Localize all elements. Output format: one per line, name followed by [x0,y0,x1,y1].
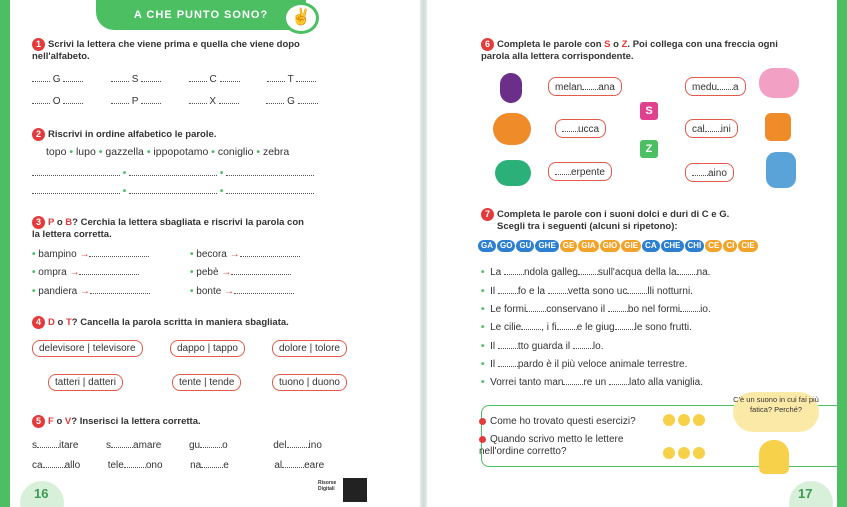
sentence: • Le cilie , i fi e le giug le sono frutti. [481,322,692,333]
syllable-pill: GA [478,240,496,252]
word: zebra [262,146,290,158]
word-list: topo • lupo • gazzella • ippopotamo • coniglio • zebra [46,146,290,158]
word-box [548,162,612,181]
ex3-item: • becora → [190,247,300,260]
text-part: Il [490,286,498,297]
wrong-word: bampino [38,249,77,260]
word-part: cal [692,124,705,135]
review-text: Quando scrivo metto le lettere nell'ordine corretto? [479,434,624,457]
sad-face-icon[interactable] [693,414,705,426]
ex3-item: • pandiera → [32,284,150,297]
mascot-character [759,440,789,474]
letter-s-tile[interactable]: S [640,102,658,120]
text-part: lo. [592,341,604,352]
syllable-pill: GIO [600,240,621,252]
word-part: ca [32,460,43,471]
word-pair-box[interactable]: dappo | tappo [170,340,245,357]
syllable-pills [478,240,759,252]
word-box [685,163,734,182]
word-part: amare [133,440,162,451]
thumbs-up-icon: ✌ [283,2,319,34]
page-left [0,0,420,507]
exercise-5-question [32,415,201,428]
syllable-pill: CHE [661,240,684,252]
connector: o [56,416,63,428]
word-part: ana [598,82,615,93]
text-part: Il [490,359,498,370]
letter: P [131,96,139,107]
word-part: eare [304,460,325,471]
text-part: tto guarda il [517,341,573,352]
word-part: ini [720,124,731,135]
green-edge-left [0,0,10,507]
exercise-1-question [32,38,322,63]
exercise-number: 5 [32,415,45,428]
text-part: sull'acqua della la [597,267,677,278]
word-part: erpente [571,167,605,178]
syllable-pill: CHI [685,240,705,252]
word-pair-box[interactable]: tatteri | datteri [48,374,123,391]
exercise-number: 3 [32,216,45,229]
wrong-word: pebè [196,267,219,278]
ex3-item: • bampino → [32,247,149,260]
text-part: Il [490,341,498,352]
letter: O [52,96,61,107]
word-box [685,119,738,138]
word-part: ono [145,460,163,471]
ex5-row-2 [32,458,324,471]
word-pair-box[interactable]: dolore | tolore [272,340,347,357]
letter-b: B [65,217,73,229]
connector: o [610,39,622,51]
banner-title: A CHE PUNTO SONO? [96,0,306,30]
syllable-pill: GIE [621,240,641,252]
connector: o [57,317,64,329]
letter: X [209,96,216,107]
ex3-item: • bonte → [190,284,294,297]
neutral-face-icon[interactable] [678,447,690,459]
exercise-number: 6 [481,38,494,51]
text-part: ndola galleg [523,267,578,278]
word-part: al [274,460,283,471]
speech-bubble: C'è un suono in cui fai più fatica? Perché? [733,392,819,432]
word-part: a [733,82,739,93]
neutral-face-icon[interactable] [678,414,690,426]
word: ippopotamo [153,146,209,158]
word-part: itare [59,440,79,451]
book-gutter [420,0,427,507]
letter: T [287,74,294,85]
exercise-4-question [32,316,289,329]
letter: G [287,96,295,107]
wrong-word: pandiera [38,286,78,297]
syllable-pill: CI [723,240,737,252]
syllable-pill: CIE [738,240,757,252]
syllable-pill: GO [497,240,515,252]
backpack-image [766,152,796,188]
word-part: tele [107,460,124,471]
review-text: Come ho trovato questi esercizi? [490,416,636,427]
word-part: ino [308,440,322,451]
eggplant-image [500,73,522,103]
review-question-2 [479,434,649,458]
letter-d: D [48,317,55,329]
letter: S [131,74,139,85]
sentence: • Le formi conservano il bo nel formi io. [481,304,711,315]
happy-face-icon[interactable] [663,447,675,459]
word-pair-box[interactable]: delevisore | televisore [32,340,143,357]
word-part: na [190,460,202,471]
exercise-3-question [32,216,312,241]
answer-lines-1: • • [32,166,314,179]
exercise-7-question [481,208,801,233]
text-part: vetta sono uc [567,286,628,297]
syllable-pill: GU [516,240,534,252]
letter: G [52,74,61,85]
qr-code-icon[interactable] [343,478,367,502]
word: topo [46,146,67,158]
question-text: ? Inserisci la lettera corretta. [71,416,201,428]
exercise-number: 2 [32,128,45,141]
ex3-item: • ompra → [32,265,139,278]
question-subtext: Scegli tra i seguenti (alcuni si ripetono): [497,221,678,233]
text-part: pardo è il più veloce animale terrestre. [517,359,688,370]
text-part: fo e la [517,286,548,297]
exercise-number: 7 [481,208,494,221]
answer-lines-2: • • [32,184,314,197]
word-box [548,77,622,96]
socks-image [765,113,791,141]
ex3-item: • pebè → [190,265,291,278]
sentence: • Il fo e la vetta sono uc lli notturni. [481,286,693,297]
exercise-1-row-2 [32,94,318,107]
text-part: , i fi [541,322,557,333]
exercise-number: 1 [32,38,45,51]
word-part: melan [555,82,583,93]
word-box [685,77,746,96]
word-box [555,119,606,138]
letter-p: P [48,217,55,229]
letter-t: T [65,317,72,329]
letter-s: S [604,39,611,51]
word-pair-box[interactable]: tuono | duono [272,374,347,391]
question-text: ? Cerchia la lettera sbagliata e riscrivi la parola con la lettera corretta. [32,217,304,241]
text-part: io. [700,304,711,315]
question-text: Completa le parole con i suoni dolci e duri di C e G. [497,209,730,221]
text-part: re un [583,377,610,388]
pumpkin-image [493,113,531,145]
question-text: Completa le parole con [497,39,605,51]
syllable-pill: CE [705,240,722,252]
text-part: e le giug [576,322,615,333]
word: gazzella [105,146,144,158]
text-part: le sono frutti. [634,322,692,333]
wrong-word: becora [196,249,227,260]
page-number: 16 [34,486,49,501]
word-part: aino [708,168,727,179]
connector: o [56,217,63,229]
sentence: • Il tto guarda il lo. [481,341,604,352]
page-right [427,0,847,507]
sad-face-icon[interactable] [693,447,705,459]
wrong-word: bonte [196,286,222,297]
jellyfish-image [759,68,799,98]
question-text: Scrivi la lettera che viene prima e quella che viene dopo nell'alfabeto. [32,39,300,63]
digital-resources-label: Risorse Digitali [318,480,337,492]
review-question-1 [479,416,636,427]
word: coniglio [217,146,254,158]
question-text: Riscrivi in ordine alfabetico le parole. [48,129,217,141]
word-part: o [222,440,228,451]
question-text: . Poi collega con una freccia ogni parola alla lettera corrispondente. [481,39,778,63]
happy-face-icon[interactable] [663,414,675,426]
letter-f: F [48,416,54,428]
word-part: e [223,460,229,471]
text-part: conservano il [546,304,608,315]
question-text: ? Cancella la parola scritta in maniera sbagliata. [71,317,289,329]
snake-image [495,160,531,186]
exercise-number: 4 [32,316,45,329]
wrong-word: ompra [38,267,67,278]
letter-z-tile[interactable]: Z [640,140,658,158]
exercise-2-question [32,128,216,141]
word-part: ucca [578,124,600,135]
word-part: allo [64,460,81,471]
letter-v: V [64,416,72,428]
text-part: na. [696,267,711,278]
text-part: lato alla vaniglia. [629,377,703,388]
emoji-rating-1[interactable] [663,414,708,426]
word-part: gu [188,440,201,451]
sentence: • Il pardo è il più veloce animale terrestre. [481,359,688,370]
word-part: s [32,440,37,451]
text-part: lli notturni. [647,286,693,297]
page-number: 17 [798,486,813,501]
word: lupo [75,146,96,158]
syllable-pill: GE [560,240,578,252]
word-part: s [106,440,112,451]
word-pair-box[interactable]: tente | tende [172,374,241,391]
syllable-pill: GIA [578,240,598,252]
text-part: Vorrei tanto man [490,377,564,388]
syllable-pill: GHE [535,240,558,252]
text-part: Le formi [490,304,527,315]
sentence: • Vorrei tanto man re un lato alla vaniglia. [481,377,703,388]
exercise-1-row-1 [32,72,316,85]
word-part: del [273,440,287,451]
letter: C [209,74,217,85]
text-part: bo nel formi [627,304,681,315]
exercise-6-question [481,38,781,63]
letter-z: Z [621,39,628,51]
ex5-row-1 [32,438,322,451]
emoji-rating-2[interactable] [663,447,708,459]
syllable-pill: CA [642,240,660,252]
word-part: medu [692,82,718,93]
text-part: Le cilie [490,322,522,333]
text-part: La [490,267,504,278]
sentence: • La ndola galleg sull'acqua della la na. [481,267,711,278]
